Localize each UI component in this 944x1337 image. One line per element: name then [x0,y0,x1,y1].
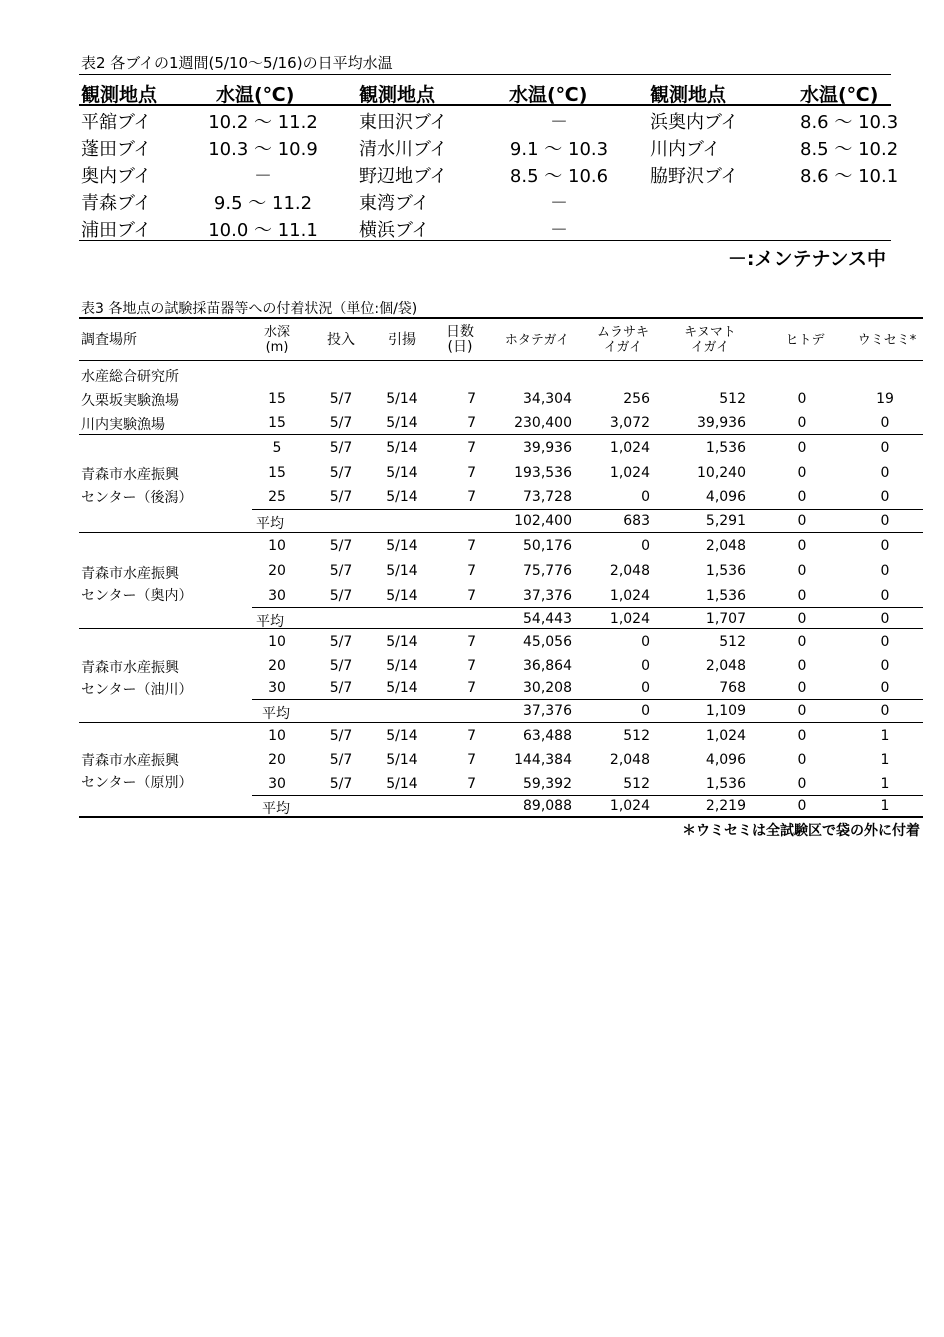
t3-in-date: 5/7 [329,391,353,407]
t3-location-label: センター（後潟） [81,490,193,506]
t3-kinu: 1,536 [705,776,746,792]
t3-in-date: 5/7 [329,489,353,505]
t3-mussel: 2,048 [609,563,650,579]
t2-cell: 10.2 ～ 11.2 [208,112,318,133]
t3-mussel: 1,024 [609,440,650,456]
t3-avg-rule [252,509,923,510]
t3-out-date: 5/14 [386,752,418,768]
t3-group-rule [79,532,923,533]
t3-location-label: センター（原別） [81,775,193,791]
t3-mussel: 1,024 [609,465,650,481]
t3-days: 7 [467,658,476,674]
t2-header-location-1: 観測地点 [81,84,158,106]
t3-scallop: 73,728 [523,489,572,505]
t3-location-label: 川内実験漁場 [81,417,165,433]
t3-seaspider: 1 [880,728,890,744]
t3-seaspider: 0 [880,680,890,696]
t3-avg-scallop: 89,088 [523,798,572,814]
t3-in-date: 5/7 [329,440,353,456]
t3-mussel: 0 [641,680,650,696]
t3-scallop: 30,208 [523,680,572,696]
t3-in-date: 5/7 [329,465,353,481]
t3-scallop: 193,536 [514,465,572,481]
t3-out-date: 5/14 [386,440,418,456]
t3-avg-seaspider: 0 [880,513,890,529]
t2-cell: － [550,220,568,241]
t3-in-date: 5/7 [329,415,353,431]
t3-starfish: 0 [797,634,807,650]
t3-group-rule [79,434,923,435]
t3-depth: 30 [268,588,286,604]
t2-cell: 8.6 ～ 10.3 [800,112,899,133]
t3-depth: 25 [268,489,286,505]
t3-seaspider: 0 [880,489,890,505]
t3-out-date: 5/14 [386,680,418,696]
table3-top-rule [79,317,923,319]
table2-bottom-rule [79,240,891,241]
t3-starfish: 0 [797,465,807,481]
t3-starfish: 0 [797,415,807,431]
t3-kinu: 1,536 [705,563,746,579]
t3-avg-kinu: 5,291 [705,513,746,529]
t3-seaspider: 0 [880,634,890,650]
table2-caption: 表2 各ブイの1週間(5/10～5/16)の日平均水温 [81,54,393,72]
t3-mussel: 512 [623,776,650,792]
t3-scallop: 36,864 [523,658,572,674]
t3-starfish: 0 [797,588,807,604]
t3-out-date: 5/14 [386,658,418,674]
t3-kinu: 2,048 [705,658,746,674]
t3-in-date: 5/7 [329,538,353,554]
t3-out-date: 5/14 [386,588,418,604]
t3-avg-kinu: 2,219 [705,798,746,814]
t3-depth: 10 [268,728,286,744]
t2-cell: 脇野沢ブイ [650,166,739,187]
t3-seaspider: 1 [880,776,890,792]
t2-cell: 蓬田ブイ [81,139,152,160]
t3-days: 7 [467,728,476,744]
t3-in-date: 5/7 [329,776,353,792]
t3-starfish: 0 [797,776,807,792]
t3-in-date: 5/7 [329,588,353,604]
t2-cell: 9.1 ～ 10.3 [509,139,609,160]
t3-location-label: 久栗坂実験漁場 [81,393,179,409]
t3-scallop: 45,056 [523,634,572,650]
t2-header-location-3: 観測地点 [650,84,727,106]
t3-mussel: 0 [641,658,650,674]
t3-avg-mussel: 1,024 [609,611,650,627]
t3-header-kinu: キヌマト イガイ [684,325,736,355]
t3-depth: 20 [268,563,286,579]
t3-kinu: 1,536 [705,440,746,456]
t2-cell: 浜奥内ブイ [650,112,739,133]
t3-depth: 15 [268,415,286,431]
t3-starfish: 0 [797,658,807,674]
t3-avg-starfish: 0 [797,513,807,529]
t2-cell: 8.5 ～ 10.6 [509,166,609,187]
t2-cell: 平舘ブイ [81,112,152,133]
t3-header-location: 調査場所 [81,332,137,348]
t3-out-date: 5/14 [386,538,418,554]
t3-group-rule [79,722,923,723]
t3-avg-starfish: 0 [797,703,807,719]
table3-caption: 表3 各地点の試験採苗器等への付着状況（単位:個/袋) [81,301,418,317]
t3-starfish: 0 [797,752,807,768]
t3-kinu: 1,536 [705,588,746,604]
t3-avg-scallop: 37,376 [523,703,572,719]
t3-avg-rule [252,699,923,700]
t3-out-date: 5/14 [386,465,418,481]
t3-in-date: 5/7 [329,728,353,744]
t3-out-date: 5/14 [386,415,418,431]
t3-scallop: 230,400 [514,415,572,431]
t3-seaspider: 0 [880,563,890,579]
table2-header-rule [79,104,891,106]
t3-avg-rule [252,795,923,796]
t2-cell: 10.0 ～ 11.1 [208,220,318,241]
t2-cell: 野辺地ブイ [359,166,448,187]
t3-kinu: 4,096 [705,489,746,505]
t3-kinu: 512 [719,634,746,650]
table2-note: －:メンテナンス中 [727,248,886,270]
t3-avg-seaspider: 0 [880,611,890,627]
t3-scallop: 59,392 [523,776,572,792]
t3-out-date: 5/14 [386,728,418,744]
t3-starfish: 0 [797,563,807,579]
t3-days: 7 [467,415,476,431]
t3-starfish: 0 [797,728,807,744]
t3-out-date: 5/14 [386,776,418,792]
t3-scallop: 39,936 [523,440,572,456]
t3-depth: 30 [268,776,286,792]
t3-mussel: 3,072 [609,415,650,431]
t3-kinu: 39,936 [697,415,746,431]
t3-mussel: 1,024 [609,588,650,604]
t3-days: 7 [467,489,476,505]
t3-mussel: 2,048 [609,752,650,768]
t2-cell: 青森ブイ [81,193,152,214]
t3-depth: 10 [268,538,286,554]
t3-location-label: 青森市水産振興 [81,753,179,769]
t3-in-date: 5/7 [329,634,353,650]
t3-avg-label: 平均 [256,614,284,630]
t3-days: 7 [467,680,476,696]
t2-cell: 川内ブイ [650,139,721,160]
t3-kinu: 2,048 [705,538,746,554]
t3-kinu: 512 [719,391,746,407]
t3-mussel: 256 [623,391,650,407]
t3-seaspider: 0 [880,440,890,456]
t3-out-date: 5/14 [386,634,418,650]
t3-avg-starfish: 0 [797,611,807,627]
t3-location-label: 青森市水産振興 [81,467,179,483]
t2-cell: 東田沢ブイ [359,112,448,133]
t3-scallop: 50,176 [523,538,572,554]
t3-depth: 15 [268,465,286,481]
t3-depth: 10 [268,634,286,650]
t3-out-date: 5/14 [386,489,418,505]
t3-starfish: 0 [797,391,807,407]
t3-header-seaspider: ウミセミ* [857,333,917,348]
t3-kinu: 10,240 [697,465,746,481]
t3-seaspider: 0 [880,415,890,431]
table3-header-rule [79,360,923,361]
t3-out-date: 5/14 [386,391,418,407]
t2-cell: 浦田ブイ [81,220,152,241]
t3-days: 7 [467,752,476,768]
t3-scallop: 37,376 [523,588,572,604]
t3-starfish: 0 [797,440,807,456]
t3-location-label: 水産総合研究所 [81,369,179,385]
t3-scallop: 63,488 [523,728,572,744]
t3-starfish: 0 [797,680,807,696]
t3-starfish: 0 [797,538,807,554]
t3-days: 7 [467,465,476,481]
t3-scallop: 75,776 [523,563,572,579]
t2-cell: － [550,112,568,133]
t3-days: 7 [467,538,476,554]
t3-in-date: 5/7 [329,680,353,696]
t2-cell: 9.5 ～ 11.2 [213,193,313,214]
t2-header-temp-1: 水温(℃) [216,84,295,106]
t3-depth: 20 [268,658,286,674]
t3-scallop: 144,384 [514,752,572,768]
t3-mussel: 0 [641,634,650,650]
t3-starfish: 0 [797,489,807,505]
t2-cell: 8.5 ～ 10.2 [800,139,899,160]
t3-seaspider: 1 [880,752,890,768]
t3-seaspider: 0 [880,465,890,481]
t3-header-scallop: ホタテガイ [504,333,570,348]
t3-header-mussel: ムラサキ イガイ [596,325,649,355]
t2-cell: 10.3 ～ 10.9 [208,139,318,160]
t3-seaspider: 0 [880,658,890,674]
t3-depth: 15 [268,391,286,407]
t2-cell: 8.6 ～ 10.1 [800,166,899,187]
t3-avg-kinu: 1,707 [705,611,746,627]
t3-avg-mussel: 0 [641,703,650,719]
t3-avg-mussel: 683 [623,513,650,529]
t3-avg-mussel: 1,024 [609,798,650,814]
table3-note: ＊ウミセミは全試験区で袋の外に付着 [682,823,920,839]
t2-header-temp-3: 水温(℃) [800,84,879,106]
t3-days: 7 [467,776,476,792]
t3-days: 7 [467,588,476,604]
t3-location-label: センター（油川） [81,682,193,698]
t3-header-days: 日数 (日) [446,324,474,355]
t2-cell: 清水川ブイ [359,139,448,160]
t3-location-label: センター（奥内） [81,588,193,604]
t3-kinu: 4,096 [705,752,746,768]
t3-depth: 30 [268,680,286,696]
t3-days: 7 [467,391,476,407]
t3-in-date: 5/7 [329,658,353,674]
t3-group-rule [79,628,923,629]
t2-header-location-2: 観測地点 [359,84,436,106]
t3-depth: 5 [272,440,282,456]
t3-seaspider: 19 [876,391,894,407]
table2-top-rule [79,74,891,75]
t3-kinu: 768 [719,680,746,696]
t2-cell: 東湾ブイ [359,193,430,214]
t3-avg-scallop: 54,443 [523,611,572,627]
t3-avg-label: 平均 [262,706,290,722]
t3-header-in: 投入 [327,332,355,348]
t2-cell: － [550,193,568,214]
t3-avg-seaspider: 1 [880,798,890,814]
t3-avg-rule [252,607,923,608]
t3-seaspider: 0 [880,588,890,604]
t3-scallop: 34,304 [523,391,572,407]
t3-avg-starfish: 0 [797,798,807,814]
t3-avg-label: 平均 [262,801,290,817]
t3-in-date: 5/7 [329,563,353,579]
t3-header-depth: 水深 (m) [263,325,290,355]
t3-avg-label: 平均 [256,516,284,532]
t3-header-out: 引揚 [388,332,416,348]
table3-bottom-rule [79,816,923,818]
t3-seaspider: 0 [880,538,890,554]
t3-avg-seaspider: 0 [880,703,890,719]
t2-header-temp-2: 水温(℃) [509,84,588,106]
t3-location-label: 青森市水産振興 [81,566,179,582]
t3-avg-kinu: 1,109 [705,703,746,719]
t3-location-label: 青森市水産振興 [81,660,179,676]
t2-cell: 横浜ブイ [359,220,430,241]
t3-avg-scallop: 102,400 [514,513,572,529]
t2-cell: 奥内ブイ [81,166,152,187]
t3-mussel: 512 [623,728,650,744]
t3-mussel: 0 [641,538,650,554]
t3-mussel: 0 [641,489,650,505]
t3-out-date: 5/14 [386,563,418,579]
t3-in-date: 5/7 [329,752,353,768]
t3-header-starfish: ヒトデ [785,333,825,348]
t3-days: 7 [467,563,476,579]
t3-depth: 20 [268,752,286,768]
t2-cell: － [254,166,272,187]
t3-days: 7 [467,440,476,456]
t3-kinu: 1,024 [705,728,746,744]
t3-days: 7 [467,634,476,650]
